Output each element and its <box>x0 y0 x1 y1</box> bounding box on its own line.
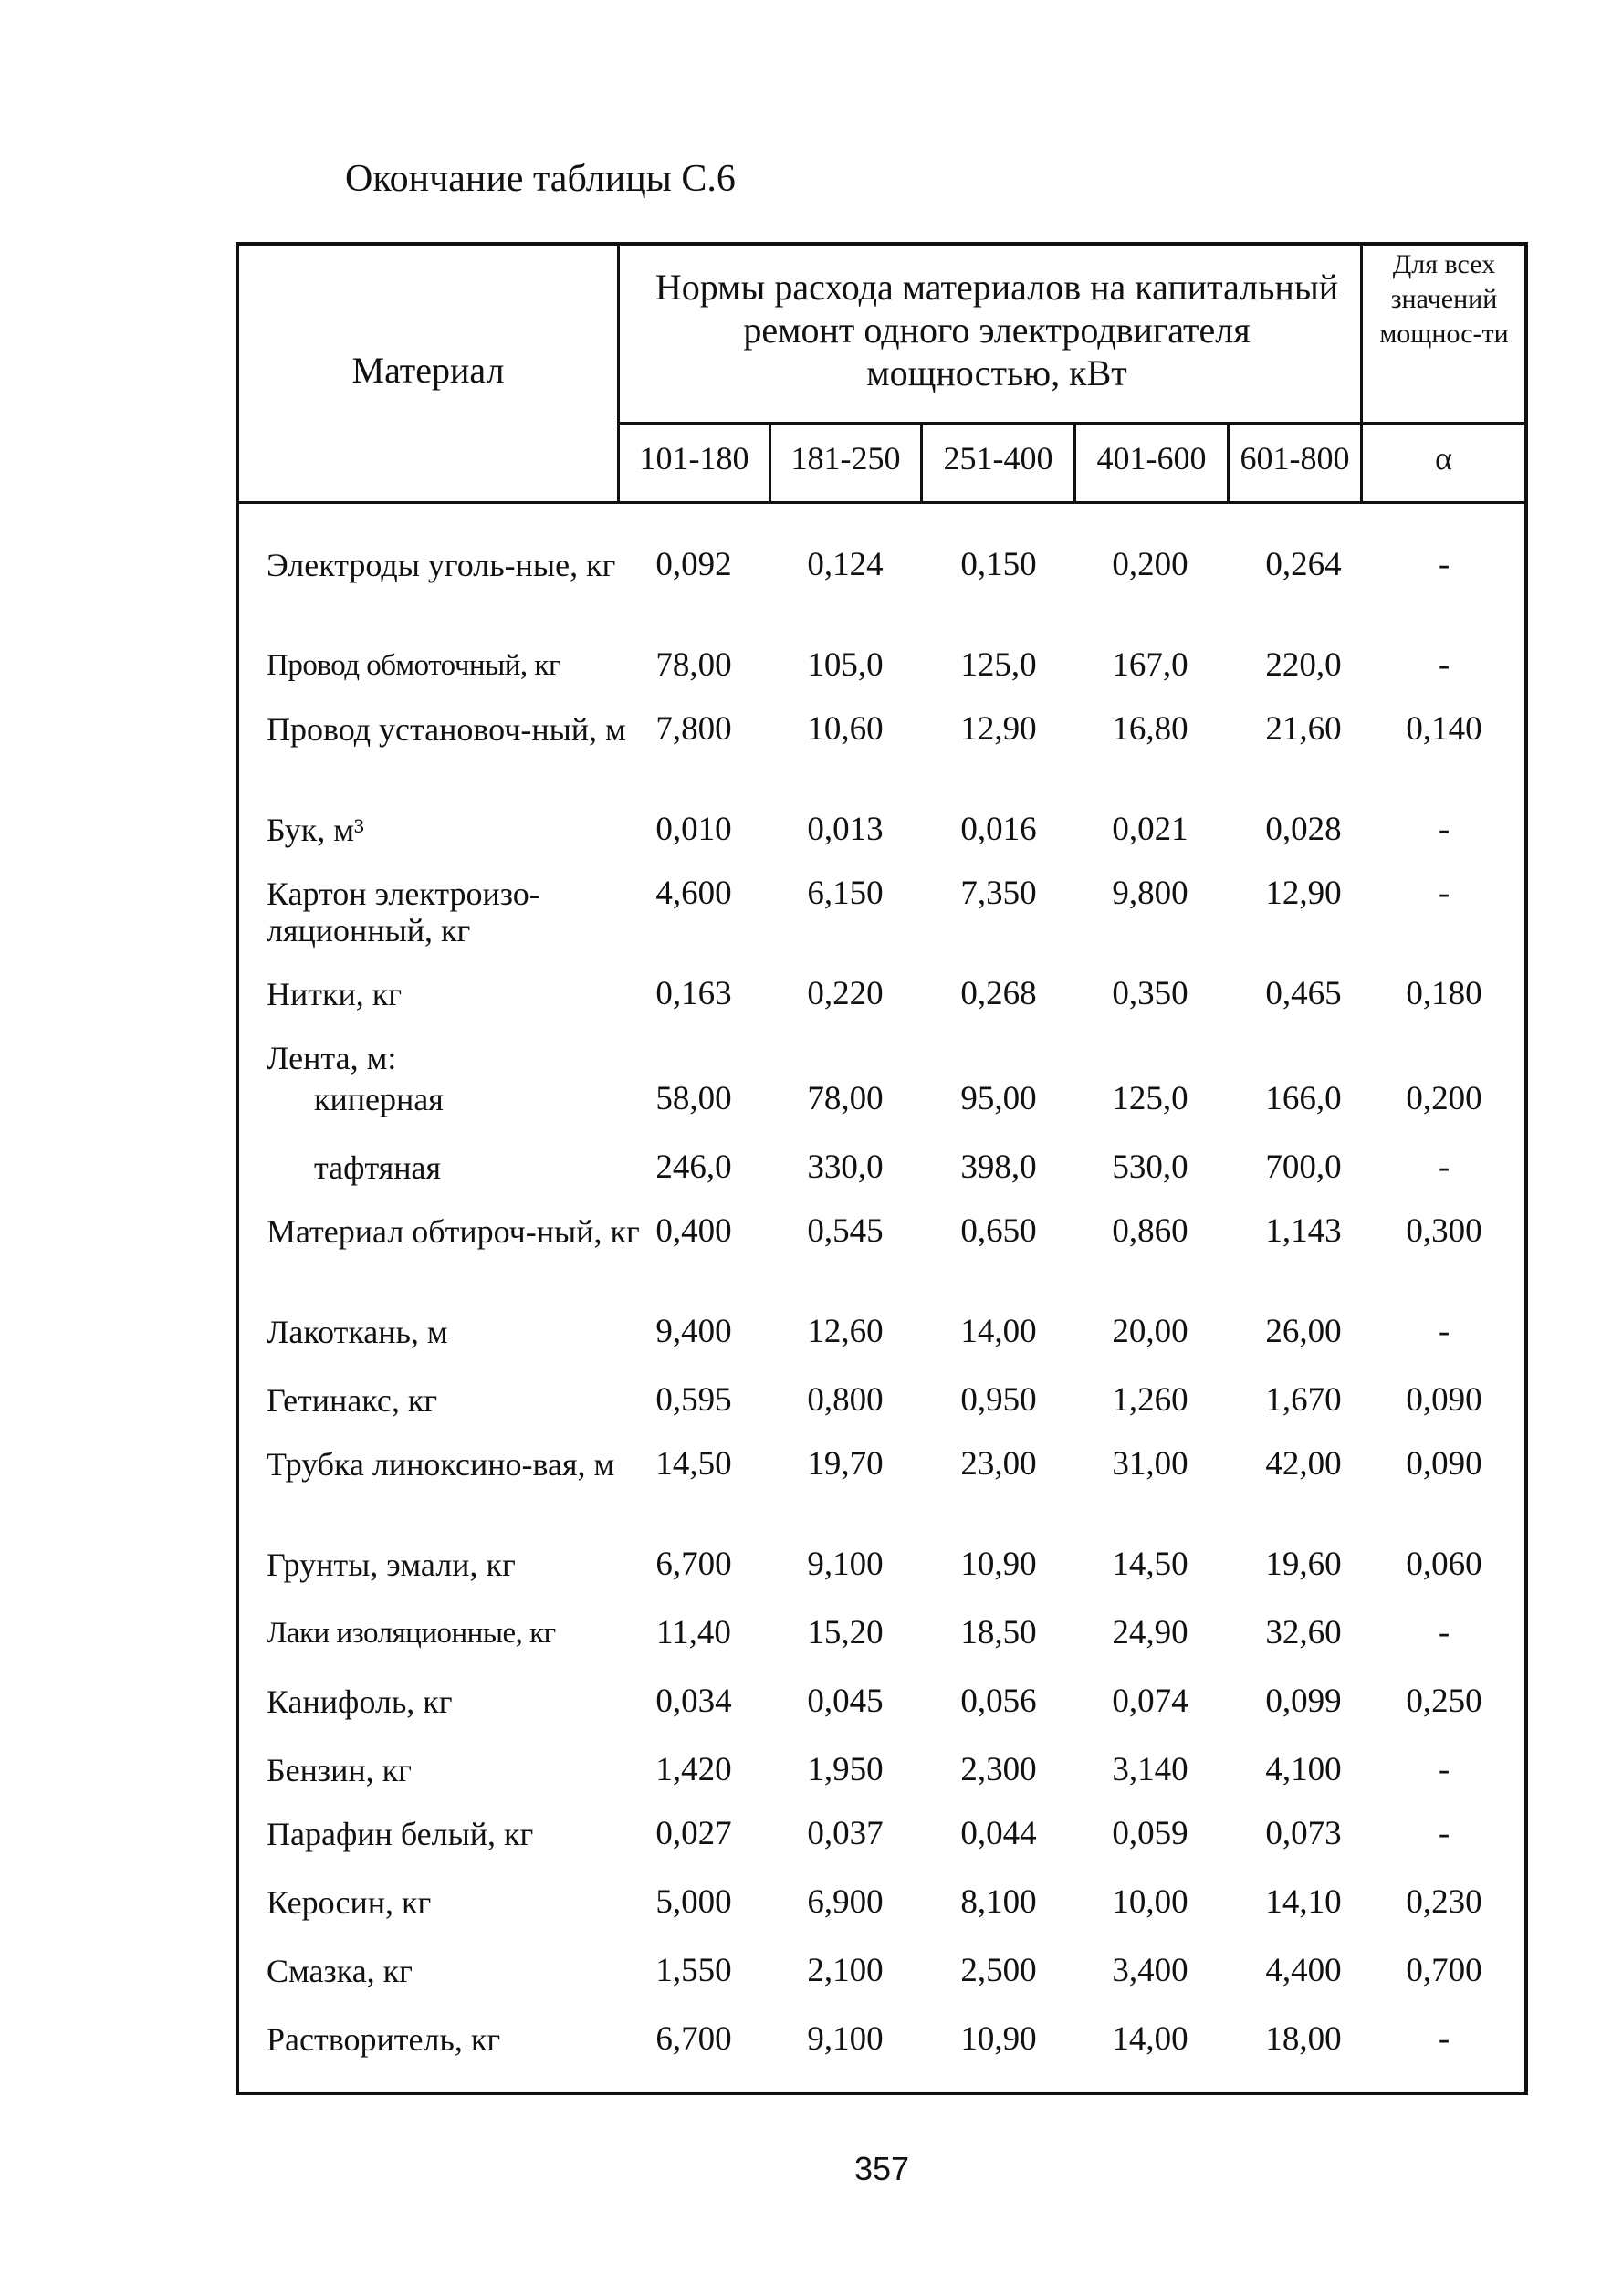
alpha-cell: 0,230 <box>1406 1883 1482 1921</box>
alpha-cell: - <box>1438 1815 1450 1852</box>
material-label: Грунты, эмали, кг <box>267 1546 516 1583</box>
value-cell: 0,073 <box>1265 1815 1342 1852</box>
alpha-cell: - <box>1438 875 1450 912</box>
material-label: Бук, м³ <box>267 812 364 848</box>
value-cell: 0,545 <box>807 1212 884 1250</box>
range-251-400: 251-400 <box>943 440 1053 477</box>
value-cell: 12,90 <box>1265 875 1342 912</box>
material-name <box>267 1382 641 1419</box>
alpha-cell: 0,060 <box>1406 1546 1482 1583</box>
value-cell: 6,150 <box>807 875 884 912</box>
material-name <box>267 1615 641 1651</box>
value-cell: 0,595 <box>655 1381 732 1419</box>
material-name <box>267 976 641 1012</box>
range-181-250: 181-250 <box>790 440 901 477</box>
material-name <box>267 2021 641 2058</box>
value-cell: 0,350 <box>1112 975 1188 1012</box>
value-cell: 0,950 <box>960 1381 1037 1419</box>
material-label: Материал обтироч-ный, кг <box>267 1213 640 1250</box>
value-cell: 398,0 <box>960 1148 1037 1186</box>
value-cell: 3,400 <box>1112 1952 1188 1989</box>
value-cell: 95,00 <box>960 1080 1037 1117</box>
value-cell: 6,700 <box>655 1546 732 1583</box>
material-name <box>267 1816 641 1852</box>
value-cell: 167,0 <box>1112 646 1188 684</box>
alpha-cell: 0,180 <box>1406 975 1482 1012</box>
alpha-symbol: α <box>1435 440 1452 477</box>
material-label: Растворитель, кг <box>267 2021 501 2058</box>
value-cell: 0,021 <box>1112 811 1188 848</box>
value-cell: 12,90 <box>960 710 1037 748</box>
alpha-cell: 0,140 <box>1406 710 1482 748</box>
range-101-180: 101-180 <box>639 440 749 477</box>
alpha-cell: - <box>1438 1751 1450 1788</box>
material-name <box>267 1213 641 1250</box>
value-cell: 9,400 <box>655 1313 732 1350</box>
material-label: Керосин, кг <box>267 1884 432 1921</box>
value-cell: 58,00 <box>655 1080 732 1117</box>
alpha-cell: 0,250 <box>1406 1683 1482 1720</box>
value-cell: 0,056 <box>960 1683 1037 1720</box>
value-cell: 3,140 <box>1112 1751 1188 1788</box>
value-cell: 0,200 <box>1112 546 1188 583</box>
material-label: Провод обмоточный, кг <box>267 649 560 682</box>
material-label: тафтяная <box>314 1149 442 1186</box>
alpha-cell: 0,090 <box>1406 1381 1482 1419</box>
material-name <box>267 1953 641 1989</box>
value-cell: 0,860 <box>1112 1212 1188 1250</box>
value-cell: 2,100 <box>807 1952 884 1989</box>
value-cell: 0,074 <box>1112 1683 1188 1720</box>
header-norms: Нормы расхода материалов на капитальный ремонт одного электродвигателя мощностью, кВт <box>654 267 1339 394</box>
value-cell: 23,00 <box>960 1445 1037 1483</box>
value-cell: 1,260 <box>1112 1381 1188 1419</box>
alpha-cell: - <box>1438 546 1450 583</box>
material-label: киперная <box>314 1081 444 1117</box>
header-all-values: Для всех значений мощнос-ти <box>1379 249 1509 349</box>
value-cell: 0,124 <box>807 546 884 583</box>
value-cell: 0,268 <box>960 975 1037 1012</box>
material-name <box>267 1149 641 1186</box>
value-cell: 700,0 <box>1265 1148 1342 1186</box>
value-cell: 10,90 <box>960 2020 1037 2058</box>
material-name <box>267 1683 641 1720</box>
value-cell: 10,60 <box>807 710 884 748</box>
value-cell: 125,0 <box>960 646 1037 684</box>
value-cell: 0,099 <box>1265 1683 1342 1720</box>
value-cell: 14,50 <box>1112 1546 1188 1583</box>
value-cell: 6,900 <box>807 1883 884 1921</box>
material-label: Трубка линоксино-вая, м <box>267 1446 615 1483</box>
value-cell: 14,00 <box>1112 2020 1188 2058</box>
value-cell: 530,0 <box>1112 1148 1188 1186</box>
value-cell: 11,40 <box>656 1614 731 1651</box>
material-label: Нитки, кг <box>267 976 403 1012</box>
value-cell: 8,100 <box>960 1883 1037 1921</box>
value-cell: 31,00 <box>1112 1445 1188 1483</box>
value-cell: 1,950 <box>807 1751 884 1788</box>
value-cell: 1,670 <box>1265 1381 1342 1419</box>
value-cell: 15,20 <box>807 1614 884 1651</box>
material-label: Смазка, кг <box>267 1953 413 1989</box>
table-caption: Окончание таблицы С.6 <box>345 158 736 200</box>
value-cell: 0,163 <box>655 975 732 1012</box>
value-cell: 0,059 <box>1112 1815 1188 1852</box>
alpha-cell: - <box>1438 1614 1450 1651</box>
material-name <box>267 547 641 583</box>
value-cell: 4,400 <box>1265 1952 1342 1989</box>
value-cell: 2,500 <box>960 1952 1037 1989</box>
value-cell: 6,700 <box>655 2020 732 2058</box>
materials-table <box>236 242 1528 2095</box>
material-label: Провод установоч-ный, м <box>267 711 626 748</box>
material-name <box>267 1040 641 1076</box>
alpha-cell: - <box>1438 646 1450 684</box>
value-cell: 166,0 <box>1265 1080 1342 1117</box>
value-cell: 0,150 <box>960 546 1037 583</box>
material-name <box>267 1081 641 1117</box>
material-name <box>267 1546 641 1583</box>
value-cell: 12,60 <box>807 1313 884 1350</box>
material-name <box>267 647 641 684</box>
value-cell: 9,100 <box>807 1546 884 1583</box>
alpha-cell: 0,300 <box>1406 1212 1482 1250</box>
value-cell: 0,044 <box>960 1815 1037 1852</box>
value-cell: 1,420 <box>655 1751 732 1788</box>
alpha-cell: - <box>1438 2020 1450 2058</box>
material-name <box>267 1884 641 1921</box>
value-cell: 0,400 <box>655 1212 732 1250</box>
material-label: Бензин, кг <box>267 1752 412 1788</box>
value-cell: 220,0 <box>1265 646 1342 684</box>
alpha-cell: - <box>1438 1148 1450 1186</box>
value-cell: 0,027 <box>655 1815 732 1852</box>
value-cell: 19,70 <box>807 1445 884 1483</box>
alpha-cell: 0,090 <box>1406 1445 1482 1483</box>
value-cell: 1,550 <box>655 1952 732 1989</box>
value-cell: 0,037 <box>807 1815 884 1852</box>
material-label: Канифоль, кг <box>267 1683 453 1720</box>
value-cell: 18,50 <box>960 1614 1037 1651</box>
value-cell: 19,60 <box>1265 1546 1342 1583</box>
value-cell: 0,016 <box>960 811 1037 848</box>
page-number: 357 <box>853 2150 910 2187</box>
value-cell: 18,00 <box>1265 2020 1342 2058</box>
value-cell: 0,028 <box>1265 811 1342 848</box>
value-cell: 0,800 <box>807 1381 884 1419</box>
value-cell: 14,00 <box>960 1313 1037 1350</box>
value-cell: 0,092 <box>655 546 732 583</box>
header-bottom-line <box>239 501 1524 504</box>
value-cell: 0,465 <box>1265 975 1342 1012</box>
material-name <box>267 1446 641 1483</box>
material-label: Электроды уголь-ные, кг <box>267 547 616 583</box>
value-cell: 5,000 <box>655 1883 732 1921</box>
alpha-cell: 0,700 <box>1406 1952 1482 1989</box>
value-cell: 9,100 <box>807 2020 884 2058</box>
alpha-cell: - <box>1438 1313 1450 1350</box>
material-label: Лаки изоляционные, кг <box>267 1617 556 1650</box>
material-name <box>267 812 641 848</box>
value-cell: 0,013 <box>807 811 884 848</box>
range-401-600: 401-600 <box>1096 440 1207 477</box>
value-cell: 32,60 <box>1265 1614 1342 1651</box>
value-cell: 10,90 <box>960 1546 1037 1583</box>
value-cell: 10,00 <box>1112 1883 1188 1921</box>
material-label: Лента, м: <box>267 1040 397 1076</box>
value-cell: 4,100 <box>1265 1751 1342 1788</box>
header-hline-ranges <box>617 422 1524 425</box>
value-cell: 78,00 <box>807 1080 884 1117</box>
material-label: Лакоткань, м <box>267 1314 448 1350</box>
value-cell: 105,0 <box>807 646 884 684</box>
material-label: Гетинакс, кг <box>267 1382 438 1419</box>
value-cell: 330,0 <box>807 1148 884 1186</box>
range-601-800: 601-800 <box>1240 440 1350 477</box>
alpha-cell: 0,200 <box>1406 1080 1482 1117</box>
value-cell: 0,010 <box>655 811 732 848</box>
value-cell: 2,300 <box>960 1751 1037 1788</box>
material-label: Парафин белый, кг <box>267 1816 534 1852</box>
value-cell: 20,00 <box>1112 1313 1188 1350</box>
value-cell: 0,264 <box>1265 546 1342 583</box>
value-cell: 78,00 <box>655 646 732 684</box>
value-cell: 7,800 <box>655 710 732 748</box>
value-cell: 42,00 <box>1265 1445 1342 1483</box>
value-cell: 0,650 <box>960 1212 1037 1250</box>
value-cell: 26,00 <box>1265 1313 1342 1350</box>
material-name <box>267 875 641 949</box>
value-cell: 4,600 <box>655 875 732 912</box>
value-cell: 0,045 <box>807 1683 884 1720</box>
alpha-cell: - <box>1438 811 1450 848</box>
value-cell: 16,80 <box>1112 710 1188 748</box>
header-material: Материал <box>351 350 505 391</box>
value-cell: 246,0 <box>655 1148 732 1186</box>
value-cell: 0,220 <box>807 975 884 1012</box>
value-cell: 14,50 <box>655 1445 732 1483</box>
material-label: Картон электроизо-ляционный, кг <box>267 875 540 949</box>
value-cell: 21,60 <box>1265 710 1342 748</box>
value-cell: 7,350 <box>960 875 1037 912</box>
value-cell: 1,143 <box>1265 1212 1342 1250</box>
value-cell: 14,10 <box>1265 1883 1342 1921</box>
value-cell: 0,034 <box>655 1683 732 1720</box>
value-cell: 125,0 <box>1112 1080 1188 1117</box>
value-cell: 9,800 <box>1112 875 1188 912</box>
value-cell: 24,90 <box>1112 1614 1188 1651</box>
material-name <box>267 1752 641 1788</box>
material-name <box>267 1314 641 1350</box>
material-name <box>267 711 641 748</box>
